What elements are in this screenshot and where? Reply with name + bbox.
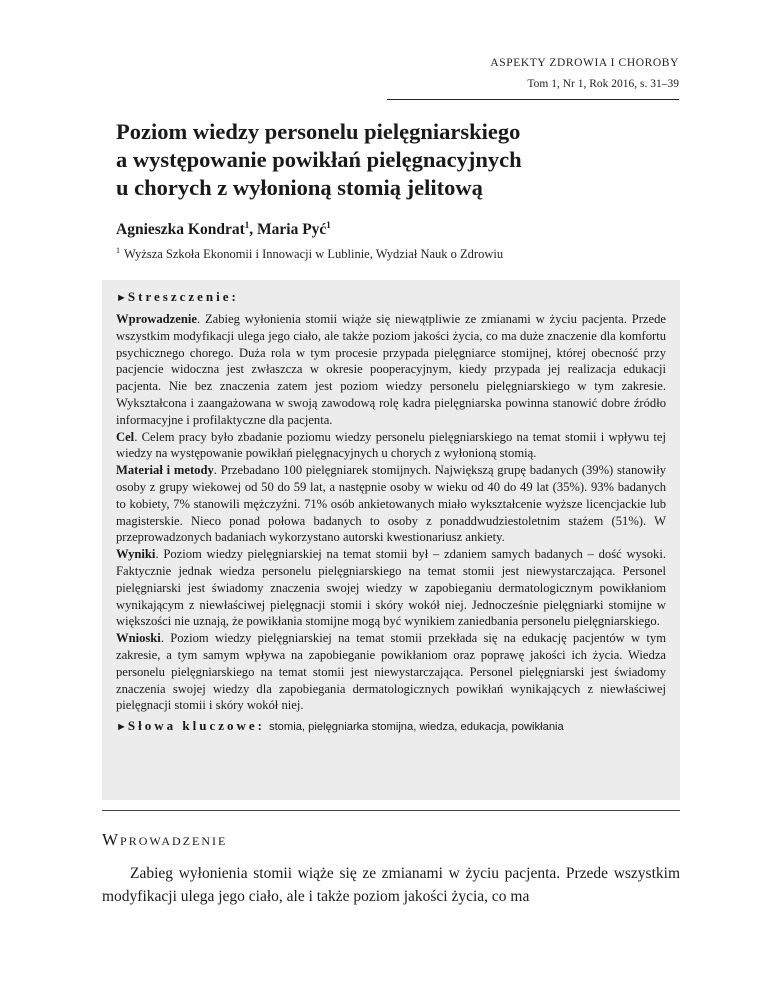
affiliation-mark: 1 <box>116 246 120 255</box>
keywords <box>116 718 666 736</box>
journal-volume: Tom 1, Nr 1, Rok 2016, s. 31–39 <box>527 78 679 90</box>
author-separator: , <box>249 221 257 239</box>
abstract-aim <box>116 429 666 463</box>
body-paragraph: Zabieg wyłonienia stomii wiąże się ze zmianami w życiu pacjenta. Przede wszystkim modyfikacji ulega jego ciało, ale i także poziom jakości życia, co ma <box>102 865 680 905</box>
abstract-aim-text: . Celem pracy było zbadanie poziomu wiedzy personelu pielęgniarskiego na temat stomii i wpływu tej wiedzy na występowanie powikłań pielęgnacyjnych u chorych z wyłonioną stomią. <box>116 429 666 461</box>
affiliation-text: Wyższa Szkoła Ekonomii i Innowacji w Lublinie, Wydział Nauk o Zdrowiu <box>124 247 504 262</box>
abstract-box <box>102 280 680 800</box>
author-list <box>116 220 331 239</box>
section-heading: Wprowadzenie <box>102 830 228 849</box>
author-affiliation-mark: 1 <box>326 220 331 230</box>
abstract-intro <box>116 311 666 429</box>
abstract-methods-label: Materiał i metody <box>116 463 214 478</box>
keywords-label: Słowa kluczowe: <box>127 718 265 734</box>
abstract-conclusions-text: . Poziom wiedzy pielęgniarskiej na temat stomii przekłada się na edukację pacjentów w tym zakresie, a tym samym wpływa na zapobieganie powikłaniom oraz poprawę jakości ich życia. Wiedza personelu pielęgniarskiego na temat stomii jest niewystarczająca. Personel pielęgniarski jest świadomy znaczenia swojej wiedzy dla zapobiegania dermatologicznych powikłań wynikających z niewłaściwej pielęgnacji stomii i skóry wokół niej. <box>116 631 666 713</box>
abstract-results <box>116 546 666 630</box>
abstract-results-text: . Poziom wiedzy pielęgniarskiej na temat stomii był – zdaniem samych badanych – dość wysoki. Faktycznie jednak wiedza personelu pielęgniarskiego na temat stomii jest niewystarczająca. Personel pielęgniarski jest świadomy znaczenia swojej wiedzy w zapobieganiu dermatologicznym powikłaniom wynikającym z niewłaściwej pielęgnacji stomii i skóry wokół niej. Jednocześnie pielęgniarki stomijne w większości nie uznają, że powikłania stomijne mogą być wynikiem zaniedbania personelu pielęgniarskiego. <box>116 547 666 629</box>
abstract-conclusions-label: Wnioski <box>116 631 161 646</box>
abstract-intro-label: Wprowadzenie <box>116 312 197 326</box>
keywords-text: stomia, pielęgniarka stomijna, wiedza, edukacja, powikłania <box>268 721 564 734</box>
journal-header <box>490 55 679 92</box>
affiliation <box>116 246 503 262</box>
author-name: Maria Pyć <box>257 221 327 239</box>
author-name: Agnieszka Kondrat <box>116 221 245 239</box>
abstract-methods-text: . Przebadano 100 pielęgniarek stomijnych. Największą grupę badanych (39%) stanowiły osoby z grupy wiekowej od 50 do 59 lat, a następnie osoby w wieku od 40 do 49 lat (35%). 93% badanych to kobiety, 7% stanowili mężczyźni. 71% osób ankietowanych miało wykształcenie wyższe licencjackie lub magisterskie. Nieco ponad połowa badanych to osoby z ponaddwudziestoletnim stażem (51%). W przeprowadzonych badaniach wykorzystano autorski kwestionariusz ankiety. <box>116 463 666 545</box>
abstract-aim-label: Cel <box>116 429 135 444</box>
abstract-conclusions <box>116 630 666 714</box>
header-rule <box>387 99 679 100</box>
abstract-methods <box>116 462 666 546</box>
section-divider <box>102 810 680 811</box>
title-line-2: a występowanie powikłań pielęgnacyjnych <box>116 147 522 172</box>
author-affiliation-mark: 1 <box>244 220 250 230</box>
triangle-right-icon: ► <box>116 721 127 734</box>
title-line-3: u chorych z wyłonioną stomią jelitową <box>116 175 483 200</box>
abstract-heading-label: Streszczenie: <box>127 289 239 304</box>
abstract-results-label: Wyniki <box>116 547 156 562</box>
article-title <box>116 118 676 202</box>
journal-name: ASPEKTY ZDROWIA I CHOROBY <box>490 57 679 69</box>
abstract-heading <box>116 288 666 307</box>
triangle-right-icon: ► <box>116 292 127 304</box>
title-line-1: Poziom wiedzy personelu pielęgniarskiego <box>116 119 521 144</box>
abstract-intro-text: . Zabieg wyłonienia stomii wiąże się niewątpliwie ze zmianami w życiu pacjenta. Przede wszystkim modyfikacji ulega jego ciało, ale także poziom jakości życia, co ma duże znaczenie dla komfortu psychicznego chorego. Duża rola w tym procesie przypada pielęgniarce stomijnej, której obecność przy pacjencie widoczna jest zwłaszcza w okresie pooperacyjnym, kiedy przypada jej realizacja edukacji pacjenta. Nie bez znaczenia zatem jest poziom wiedzy personelu pielęgniarskiego w tym zakresie. Wykształcona i zaangażowana w swoją zawodową rolę kadra pielęgniarska powinna stanowić dobre źródło informacyjne i profilaktyczne dla pacjenta. <box>116 312 666 427</box>
